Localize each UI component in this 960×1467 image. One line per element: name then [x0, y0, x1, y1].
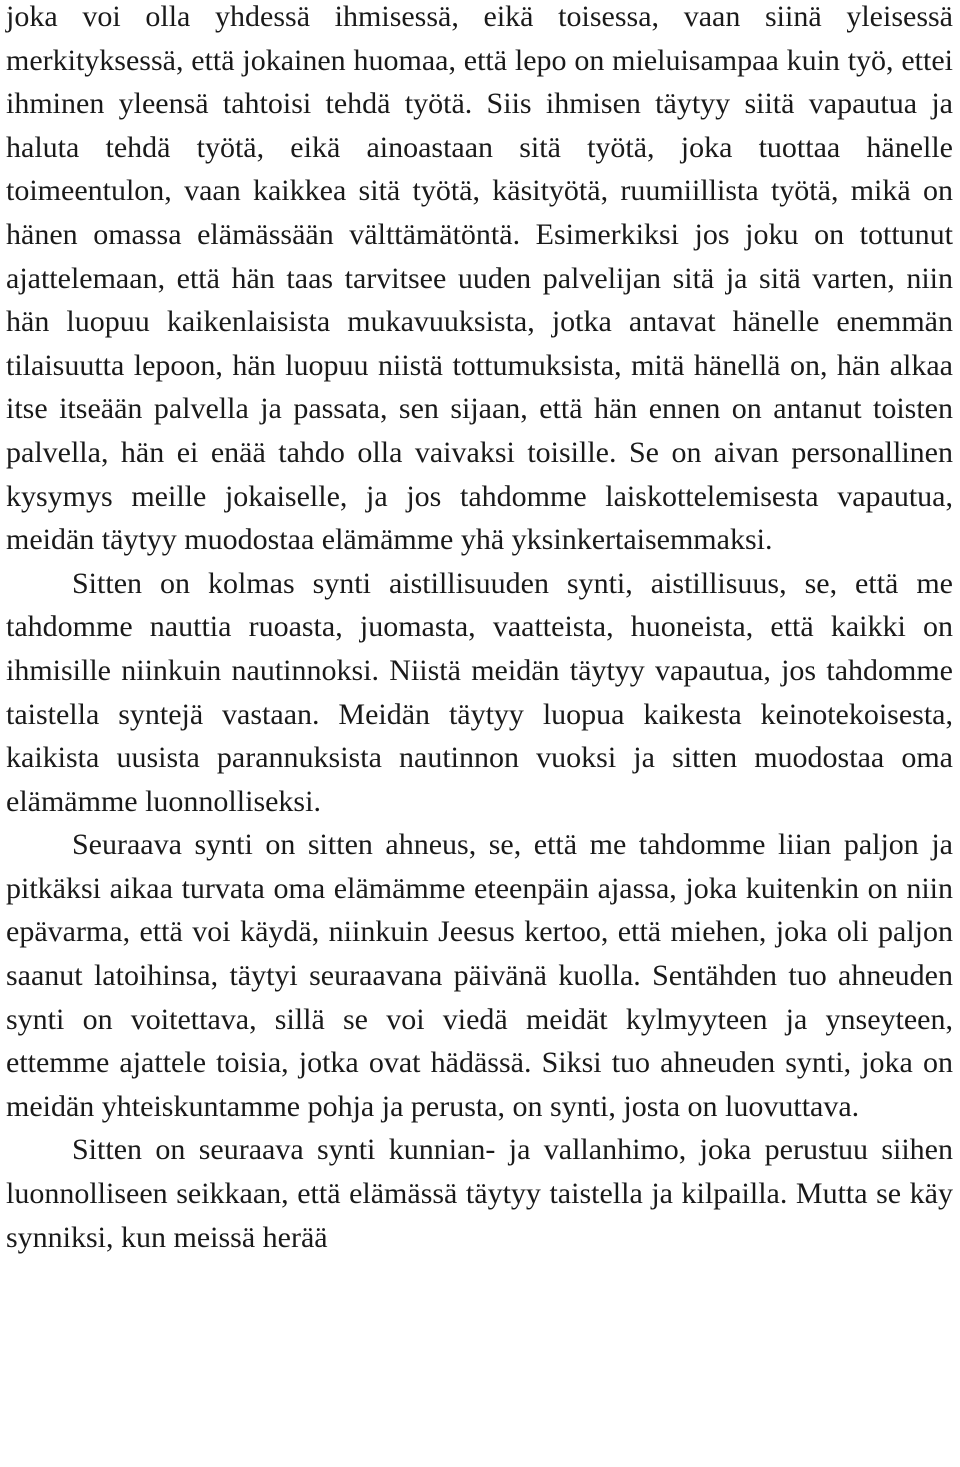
- body-text: [6, 0, 953, 1259]
- paragraph-2: Sitten on kolmas synti aistillisuuden synti, aistillisuus, se, että me tahdomme nauttia ruoasta, juomasta, vaatteista, huoneista, että kaikki on ihmisille niinkuin nautinnoksi. Niistä meidän täytyy vapautua, jos tahdomme taistella syntejä vastaan. Meidän täytyy luopua kaikesta keinotekoisesta, kaikista uusista parannuksista nautinnon vuoksi ja sitten muodostaa oma elämämme luonnolliseksi.: [6, 566, 953, 818]
- paragraph-1-continued: joka voi olla yhdessä ihmisessä, eikä toisessa, vaan siinä yleisessä merkityksessä, että jokainen huomaa, että lepo on mieluisampaa kuin työ, ettei ihminen yleensä tahtoisi tehdä työtä. Siis ihmisen täytyy siitä vapautua ja haluta tehdä työtä, eikä ainoastaan sitä työtä, joka tuottaa hänelle toimeentulon, vaan kaikkea sitä työtä, käsityötä, ruumiillista työtä, mikä on hänen omassa elämässään välttämätöntä. Esimerkiksi jos joku on tottunut ajattelemaan, että hän taas tarvitsee uuden palvelijan sitä ja sitä varten, niin hän luopuu kaikenlaisista mukavuuksista, jotka antavat hänelle enemmän tilaisuutta lepoon, hän luopuu niistä tottumuksista, mitä hänellä on, hän alkaa itse itseään palvella ja passata, sen sijaan, että hän ennen on antanut toisten palvella, hän ei enää tahdo olla vaivaksi toisille. Se on aivan personallinen kysymys meille jokaiselle, ja jos tahdomme laiskottelemisesta vapautua, meidän täytyy muodostaa elämämme yhä yksinkertaisemmaksi.: [6, 0, 953, 557]
- paragraph-3: Seuraava synti on sitten ahneus, se, että me tahdomme liian paljon ja pitkäksi aikaa turvata oma elämämme eteenpäin ajassa, joka kuitenkin on niin epävarma, että voi käydä, niinkuin Jeesus kertoo, että miehen, joka oli paljon saanut latoihinsa, täytyi seuraavana päivänä kuolla. Sentähden tuo ahneuden synti on voitettava, sillä se voi viedä meidät kylmyyteen ja ynseyteen, ettemme ajattele toisia, jotka ovat hädässä. Siksi tuo ahneuden synti, joka on meidän yhteiskuntamme pohja ja perusta, on synti, josta on luovuttava.: [6, 828, 953, 1123]
- paragraph-4: Sitten on seuraava synti kunnian- ja vallanhimo, joka perustuu siihen luonnolliseen seikkaan, että elämässä täytyy taistella ja kilpailla. Mutta se käy synniksi, kun meissä herää: [6, 1133, 953, 1254]
